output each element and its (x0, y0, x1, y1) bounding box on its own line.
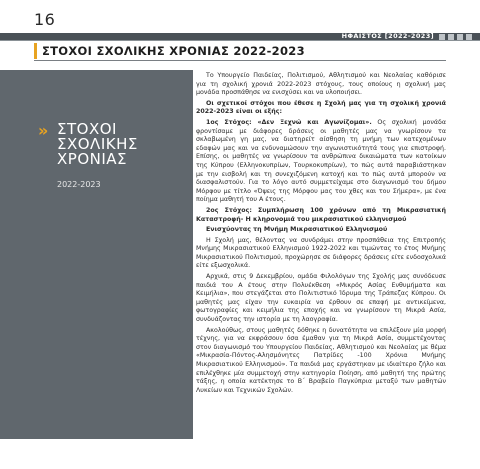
goal-1-text: Ος σχολική μονάδα φροντίσαμε με διάφορες δράσεις οι μαθητές μας να γνωρίσουν τα σκλαβωμένη γη μας, να διατηρείτ αίσθηση τη μνήμη των κατεχομένων εδαφών μας και να ενδυναμώσουν την αγωνιστικότητά τους για επιστροφή. Επίσης, οι μαθητές να γνωρίσουν τα ανθρώπινα δικαιώματα των κατοίκων της Κύπρου (Ελληνοκυπρίων, Τουρκοκυπρίων), το πώς αυτά παραβιάστηκαν με την εισβολή και τη συνεχιζόμενη κατοχή και το πώς αυτά μπορούν να διασφαλιστούν. Για το λόγο αυτό συμμετείχαμε στο διαγωνισμό του δήμου Μόρφου με τίτλο «Όψεις της Μόρφου μας του χθες και του Σήμερα», με ένα ποίημα μαθητή του Α έτους. (196, 118, 447, 204)
panel-title-line-2: ΣΧΟΛΙΚΗΣ (57, 135, 138, 153)
title-accent-bar (34, 43, 37, 59)
header-tag-text: ΗΦΑΙΣΤΟΣ [2022-2023] (341, 32, 434, 40)
header-square-2 (448, 34, 454, 40)
title-rule (34, 60, 446, 61)
subheading-memory: Ενισχύοντας τη Μνήμη Μικρασιατικού Ελληνισμού (206, 226, 388, 234)
section-title: ΣΤΟΧΟΙ ΣΧΟΛΙΚΗΣ ΧΡΟΝΙΑΣ 2022-2023 (42, 44, 305, 58)
goal-1-heading: 1ος Στόχος: «Δεν Ξεχνώ και Αγωνίζομαι». (206, 118, 372, 126)
panel-year: 2022-2023 (57, 180, 101, 189)
header-divider (0, 40, 480, 41)
paragraph-goal-1 (196, 119, 446, 205)
header-square-3 (457, 34, 463, 40)
paragraph-goal-2: 2ος Στόχος: Συμπλήρωση 100 χρόνων από τη Μικρασιατική Καταστροφή- Η κληρονομιά του μικρασιατικού ελληνισμού (196, 206, 446, 223)
header-tag (342, 33, 472, 40)
panel-title (57, 122, 187, 167)
page-number: 16 (34, 10, 56, 29)
paragraph-competition: Ακολούθως, στους μαθητές δόθηκε η δυνατότητα να επιλέξουν μία μορφή τέχνης, για να εκφράσουν όσα έμαθαν για τη Μικρά Ασία, συμμετέχοντας στον διαγωνισμό του Υπουργείου Παιδείας, Αθλητισμού και Νεολαίας με θέμα «Μικρασία-Πόντος-Αλησμόνητες Πατρίδες -100 Χρόνια Μνήμης Μικρασιατικού Ελληνισμού». Τα παιδιά μας εργάστηκαν με ιδιαίτερο ζήλο και επιλέχθηκε μία συμμετοχή στην κατηγορία Ποίηση, από μαθητή της πρώτης τάξης, η οποία κατέκτησε το Β΄ Βραβείο Παγκύπρια μεταξύ των μαθητών Λυκείων και Τεχνικών Σχολών. (196, 326, 446, 394)
panel-title-line-3: ΧΡΟΝΙΑΣ (57, 150, 128, 168)
paragraph-goals-intro: Οι σχετικοί στόχοι που έθεσε η Σχολή μας για τη σχολική χρονιά 2022-2023 είναι οι εξής: (196, 99, 446, 116)
paragraph-intro: Το Υπουργείο Παιδείας, Πολιτισμού, Αθλητισμού και Νεολαίας καθόρισε για τη σχολική χρονιά 2022-2023 στόχους, τους οποίους η σχολική μας μονάδα προσπάθησε να ενισχύσει και να υλοποιήσει. (196, 72, 446, 97)
article-body (196, 72, 446, 397)
panel-title-line-1: ΣΤΟΧΟΙ (57, 120, 117, 138)
paragraph-exhibition: Αρχικά, στις 9 Δεκεμβρίου, ομάδα Φιλολόγων της Σχολής μας συνόδευσε παιδιά του Α έτους στην Πολυέκθεση «Μικρός Ασίας Ενθυμήματα και Κειμήλια», που στεγάζεται στο Πολιτιστικό Ίδρυμα της Τράπεζας Κύπρου. Οι μαθητές μας είχαν την ευκαιρία να έρθουν σε επαφή με αντικείμενα, φωτογραφίες και κειμήλια της εποχής και να γνωρίσουν τη Μικρά Ασία, συνδυάζοντας την ιστορία με τη λαογραφία. (196, 273, 446, 324)
chevron-right-icon: » (38, 121, 49, 140)
header-square-1 (439, 34, 445, 40)
header-square-4 (466, 34, 472, 40)
paragraph-school-actions: Η Σχολή μας, θέλοντας να συνδράμει στην προσπάθεια της Επιτροπής Μνήμης Μικρασιατικού Ελληνισμού 1922-2022 και τιμώντας το έτος Μνήμης Μικρασιατικού Πολιτισμού, προχώρησε σε διάφορες δράσεις είτε ενδοσχολικά είτε εξωσχολικά. (196, 236, 446, 270)
